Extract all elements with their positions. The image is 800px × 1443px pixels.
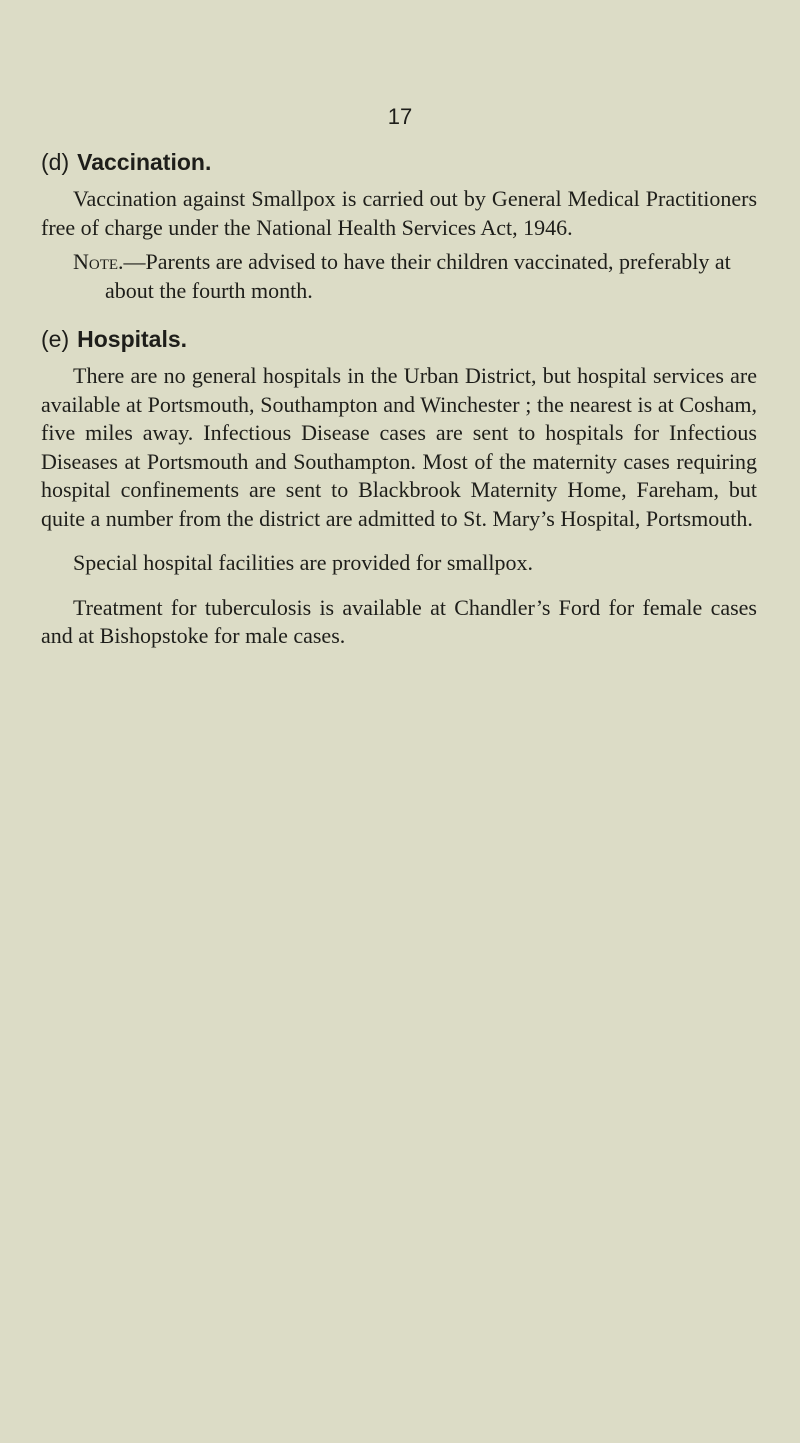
page-number: 17 [387,104,413,129]
section-letter: (d) [41,149,70,175]
vaccination-note [73,248,757,305]
note-label: Note [73,249,119,274]
hospitals-paragraph-tuberculosis: Treatment for tuberculosis is available at Chandler’s Ford for female cases and at Bishopstoke for male cases. [41,594,757,648]
section-hospitals [41,323,757,651]
section-title: Hospitals. [77,326,188,352]
section-title: Vaccination. [77,149,212,175]
hospitals-paragraph-services: There are no general hospitals in the Urban District, but hospital services are available at Portsmouth, Southampton and Winchester ; the nearest is at Cosham, five miles away. Infectious Disease cases are sent to hospitals for Infectious Diseases at Portsmouth and Southampton. Most of the maternity cases requiring hospital confinements are sent to Blackbrook Maternity Home, Fareham, but quite a number from the district are admitted to St. Mary’s Hospital, Portsmouth. [41,363,757,531]
section-letter: (e) [41,326,70,352]
hospitals-paragraph-smallpox: Special hospital facilities are provided for smallpox. [73,550,534,575]
note-text: .—Parents are advised to have their children vaccinated, preferably at about the fourth month. [105,249,731,303]
page-content [41,146,757,651]
section-heading-vaccination [41,146,757,179]
section-heading-hospitals [41,323,757,356]
vaccination-paragraph: Vaccination against Smallpox is carried out by General Medical Practitioners free of charge under the National Health Services Act, 1946. [41,186,757,240]
section-vaccination [41,146,757,305]
